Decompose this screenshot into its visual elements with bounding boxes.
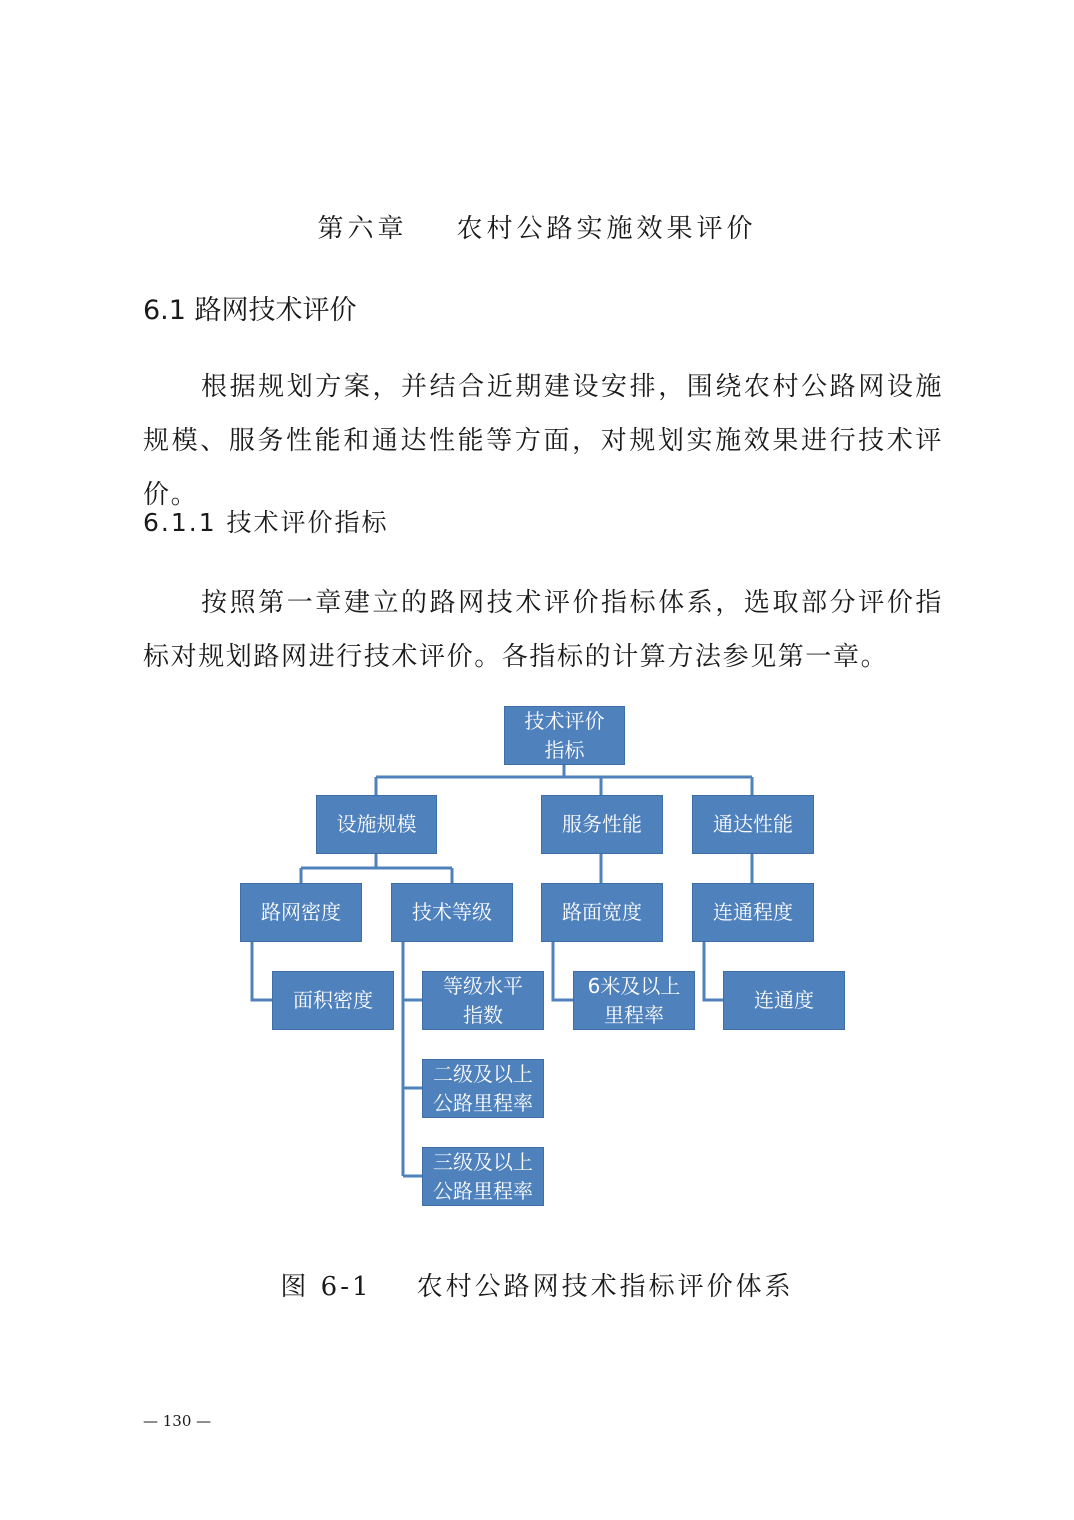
node-width6m-mileage-rate (573, 971, 695, 1030)
subsection-paragraph (143, 576, 943, 684)
node-grade-level-index-label: 等级水平 指数 (443, 973, 523, 1027)
node-connectivity-degree-label: 连通程度 (713, 900, 793, 924)
node-pavement-width (541, 883, 663, 942)
node-area-density-label: 面积密度 (293, 988, 373, 1012)
section-heading: 6.1 路网技术评价 (143, 295, 357, 326)
node-service-performance-label: 服务性能 (562, 812, 642, 836)
node-root (504, 706, 625, 765)
node-facility-scale-label: 设施规模 (336, 812, 417, 836)
node-area-density (272, 971, 394, 1030)
node-accessibility-label: 通达性能 (713, 812, 793, 836)
node-class2-mileage-rate (422, 1059, 544, 1118)
node-facility-scale (316, 795, 437, 854)
node-class3-mileage-rate-label: 三级及以上 公路里程率 (433, 1149, 533, 1203)
node-class2-mileage-rate-label: 二级及以上 公路里程率 (433, 1061, 533, 1115)
chapter-title: 第六章 农村公路实施效果评价 (317, 214, 757, 244)
node-pavement-width-label: 路面宽度 (562, 900, 642, 924)
node-class3-mileage-rate (422, 1147, 544, 1206)
connector-to-area-density (252, 941, 273, 1000)
section-paragraph-text: 根据规划方案，并结合近期建设安排，围绕农村公路网设施规模、服务性能和通达性能等方面，对规划实施效果进行技术评价。 (143, 372, 943, 510)
node-network-density-label: 路网密度 (261, 900, 341, 924)
node-technical-grade-label: 技术等级 (412, 900, 492, 924)
node-connectivity (723, 971, 845, 1030)
figure-caption: 图 6-1 农村公路网技术指标评价体系 (280, 1272, 794, 1302)
section-paragraph (143, 360, 943, 522)
page-number: — 130 — (143, 1412, 212, 1430)
node-network-density (240, 883, 362, 942)
subsection-paragraph-text: 按照第一章建立的路网技术评价指标体系，选取部分评价指标对规划路网进行技术评价。各指标的计算方法参见第一章。 (143, 588, 943, 672)
node-connectivity-degree (692, 883, 814, 942)
connector-to-width6m-rate (553, 941, 574, 1000)
node-technical-grade (391, 883, 513, 942)
connector-to-connectivity (704, 941, 724, 1000)
node-grade-level-index (422, 971, 544, 1030)
node-width6m-mileage-rate-label: 6米及以上 里程率 (587, 973, 681, 1027)
node-service-performance (541, 795, 663, 854)
node-root-label: 技术评价 指标 (524, 708, 605, 762)
node-connectivity-label: 连通度 (754, 988, 814, 1012)
subsection-heading: 6.1.1 技术评价指标 (143, 508, 389, 537)
node-accessibility (692, 795, 814, 854)
